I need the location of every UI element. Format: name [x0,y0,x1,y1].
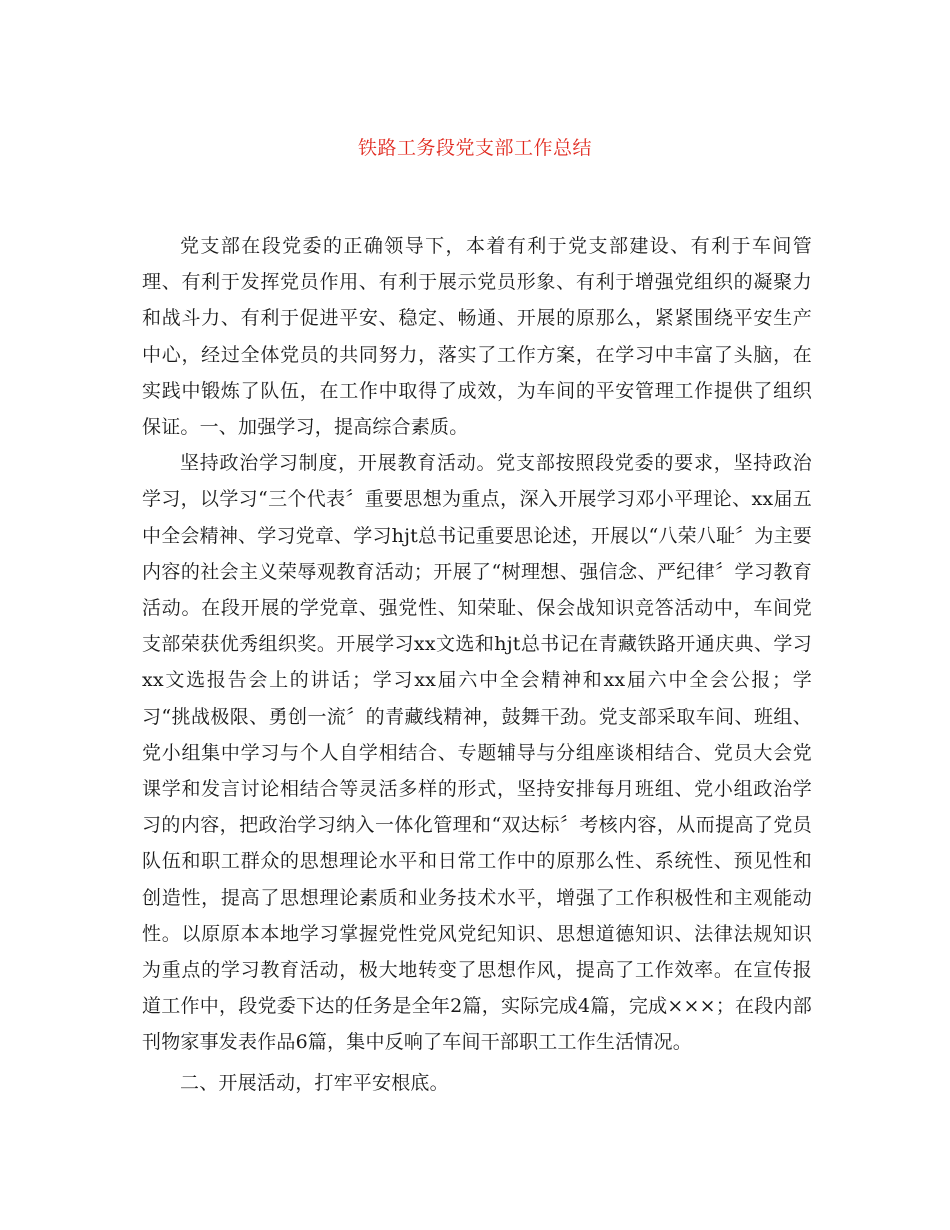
paragraph-study: 坚持政治学习制度，开展教育活动。党支部按照段党委的要求，坚持政治学习，以学习“三个代表〞重要思想为重点，深入开展学习邓小平理论、xx届五中全会精神、学习党章、学习hjt总书记重要思论述，开展以“八荣八耻〞为主要内容的社会主义荣辱观教育活动；开展了“树理想、强信念、严纪律〞学习教育活动。在段开展的学党章、强党性、知荣耻、保会战知识竞答活动中，车间党支部荣获优秀组织奖。开展学习xx文选和hjt总书记在青藏铁路开通庆典、学习xx文选报告会上的讲话；学习xx届六中全会精神和xx届六中全会公报；学习“挑战极限、勇创一流〞的青藏线精神，鼓舞干劲。党支部采取车间、班组、党小组集中学习与个人自学相结合、专题辅导与分组座谈相结合、党员大会党课学和发言讨论相结合等灵活多样的形式，坚持安排每月班组、党小组政治学习的内容，把政治学习纳入一体化管理和“双达标〞考核内容，从而提高了党员队伍和职工群众的思想理论水平和日常工作中的原那么性、系统性、预见性和创造性，提高了思想理论素质和业务技术水平，增强了工作积极性和主观能动性。以原原本本地学习掌握党性党风党纪知识、思想道德知识、法律法规知识为重点的学习教育活动，极大地转变了思想作风，提高了工作效率。在宣传报道工作中，段党委下达的任务是全年2篇，实际完成4篇，完成×××；在段内部刊物家事发表作品6篇，集中反响了车间干部职工工作生活情况。 [142,452,812,1054]
document-title: 铁路工务段党支部工作总结 [357,137,592,159]
paragraph-intro: 党支部在段党委的正确领导下，本着有利于党支部建设、有利于车间管理、有利于发挥党员作用、有利于展示党员形象、有利于增强党组织的凝聚力和战斗力、有利于促进平安、稳定、畅通、开展的原那么，紧紧围绕平安生产中心，经过全体党员的共同努力，落实了工作方案，在学习中丰富了头脑，在实践中锻炼了队伍，在工作中取得了成效，为车间的平安管理工作提供了组织保证。一、加强学习，提高综合素质。 [142,235,812,439]
document-body [142,228,812,1101]
paragraph-section-two-heading: 二、开展活动，打牢平安根底。 [180,1071,449,1094]
